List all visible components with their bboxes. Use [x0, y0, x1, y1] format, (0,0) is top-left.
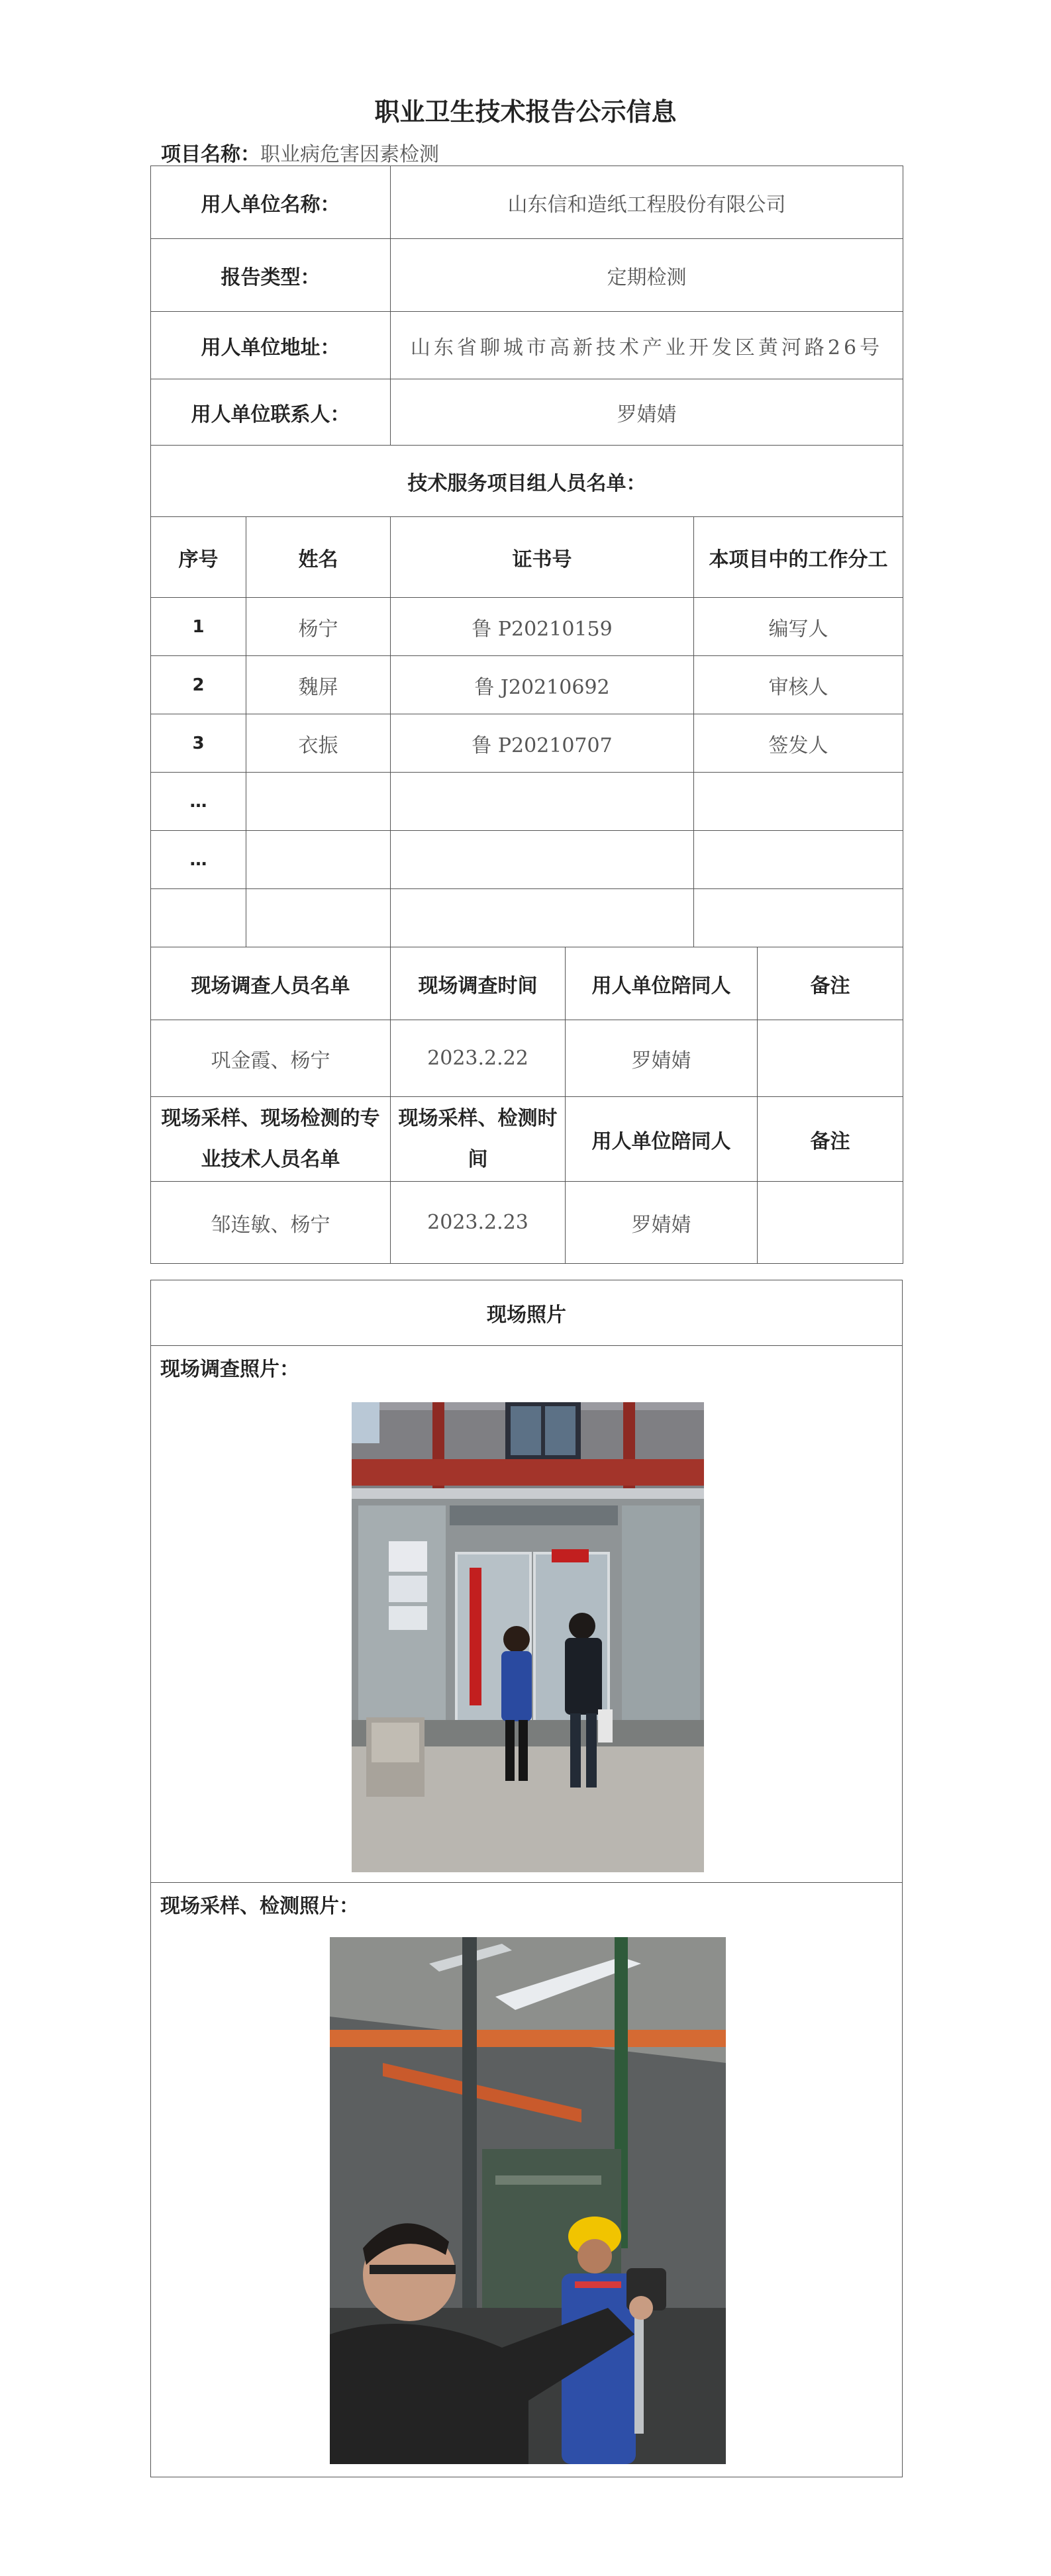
team-cell-cert: 鲁 J20210692	[391, 656, 694, 714]
table-row	[151, 598, 903, 656]
table-row	[151, 1020, 903, 1097]
team-cell-cert	[391, 889, 694, 947]
sampling-escort: 罗婧婧	[566, 1182, 758, 1264]
team-cell-name: 衣振	[246, 714, 391, 773]
sampling-header-remark: 备注	[758, 1097, 903, 1182]
survey-photo	[352, 1402, 704, 1872]
sampling-header-escort: 用人单位陪同人	[566, 1097, 758, 1182]
info-value-contact: 罗婧婧	[391, 379, 903, 446]
project-label: 项目名称：	[161, 143, 260, 166]
field-table	[150, 947, 903, 1264]
team-title: 技术服务项目组人员名单：	[151, 446, 903, 517]
survey-header-remark: 备注	[758, 947, 903, 1020]
table-row	[151, 656, 903, 714]
photos-section	[150, 1280, 903, 2477]
sampling-remark	[758, 1182, 903, 1264]
project-value: 职业病危害因素检测	[260, 143, 439, 166]
survey-remark	[758, 1020, 903, 1097]
team-cell-name	[246, 831, 391, 889]
sampling-photo-section	[151, 1883, 902, 2476]
team-cell-role	[694, 773, 903, 831]
info-label-contact: 用人单位联系人：	[151, 379, 391, 446]
team-header-no: 序号	[151, 517, 246, 598]
survey-photo-section	[151, 1346, 902, 1883]
survey-staff: 巩金霞、杨宁	[151, 1020, 391, 1097]
team-cell-role	[694, 889, 903, 947]
team-header-name: 姓名	[246, 517, 391, 598]
team-cell-cert: 鲁 P20210159	[391, 598, 694, 656]
team-header-role: 本项目中的工作分工	[694, 517, 903, 598]
team-cell-role: 审核人	[694, 656, 903, 714]
sampling-photo	[330, 1937, 726, 2464]
team-cell-name: 杨宁	[246, 598, 391, 656]
team-cell-no: …	[151, 773, 246, 831]
team-cell-name: 魏屏	[246, 656, 391, 714]
survey-header-escort: 用人单位陪同人	[566, 947, 758, 1020]
sampling-header-staff: 现场采样、现场检测的专业技术人员名单	[151, 1097, 391, 1182]
team-cell-name	[246, 773, 391, 831]
info-value-company: 山东信和造纸工程股份有限公司	[391, 166, 903, 239]
table-row	[151, 714, 903, 773]
team-cell-no: …	[151, 831, 246, 889]
team-cell-no: 3	[151, 714, 246, 773]
team-cell-cert: 鲁 P20210707	[391, 714, 694, 773]
sampling-staff: 邹连敏、杨宁	[151, 1182, 391, 1264]
sampling-header-time: 现场采样、检测时间	[391, 1097, 566, 1182]
table-row	[151, 773, 903, 831]
table-row	[151, 1182, 903, 1264]
info-value-type: 定期检测	[391, 239, 903, 312]
sampling-photo-label: 现场采样、检测照片：	[160, 1895, 359, 1918]
project-line	[161, 138, 439, 167]
photos-title: 现场照片	[151, 1280, 902, 1346]
info-label-address: 用人单位地址：	[151, 312, 391, 379]
team-cell-no: 2	[151, 656, 246, 714]
survey-header-staff: 现场调查人员名单	[151, 947, 391, 1020]
info-value-address: 山东省聊城市高新技术产业开发区黄河路26号	[391, 312, 903, 379]
team-header-cert: 证书号	[391, 517, 694, 598]
survey-escort: 罗婧婧	[566, 1020, 758, 1097]
info-table	[150, 166, 903, 947]
team-cell-role: 编写人	[694, 598, 903, 656]
team-cell-name	[246, 889, 391, 947]
sampling-photo-image	[330, 1937, 726, 2464]
team-cell-cert	[391, 773, 694, 831]
page-title: 职业卫生技术报告公示信息	[374, 97, 677, 126]
table-row	[151, 831, 903, 889]
survey-photo-label: 现场调查照片：	[160, 1358, 299, 1381]
team-cell-no: 1	[151, 598, 246, 656]
survey-photo-image	[352, 1402, 704, 1872]
survey-header-time: 现场调查时间	[391, 947, 566, 1020]
info-label-type: 报告类型：	[151, 239, 391, 312]
team-cell-role: 签发人	[694, 714, 903, 773]
survey-time: 2023.2.22	[391, 1020, 566, 1097]
team-cell-role	[694, 831, 903, 889]
sampling-time: 2023.2.23	[391, 1182, 566, 1264]
table-row	[151, 889, 903, 947]
info-label-company: 用人单位名称：	[151, 166, 391, 239]
team-cell-no	[151, 889, 246, 947]
team-cell-cert	[391, 831, 694, 889]
